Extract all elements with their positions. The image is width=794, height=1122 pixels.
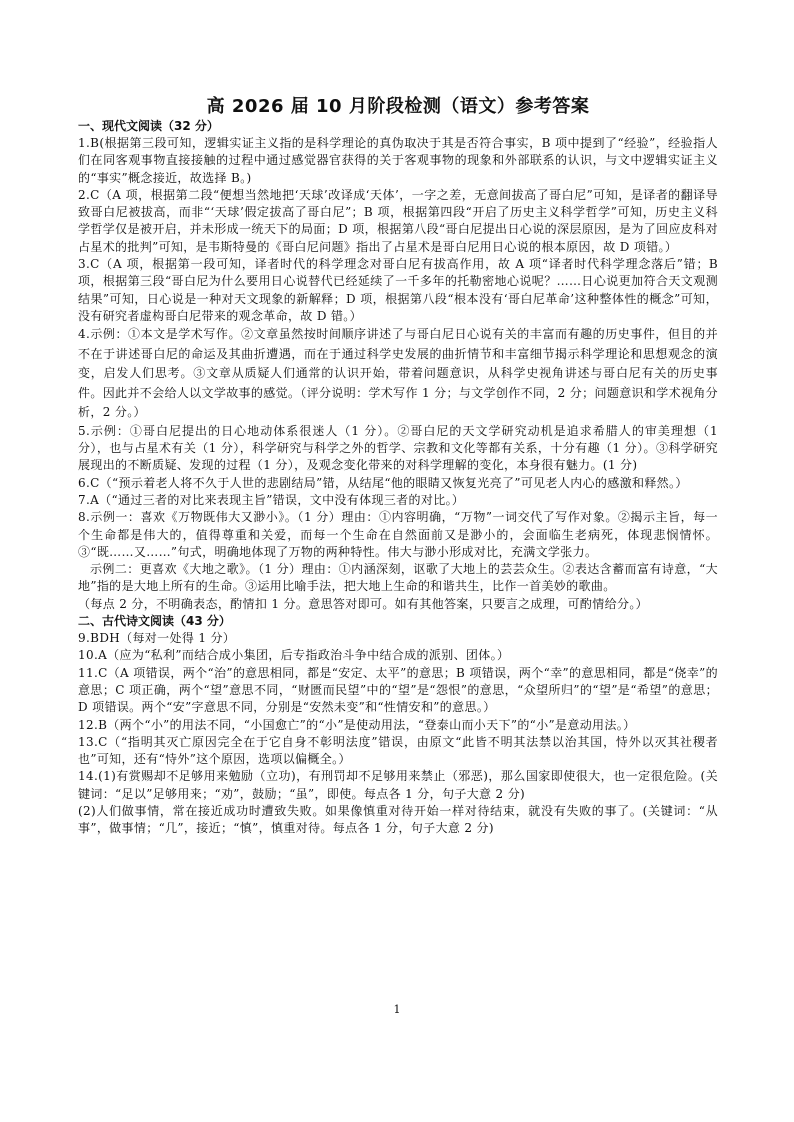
answer-item-14-part-2: (2)人们做事情，常在接近成功时遭致失败。如果像慎重对待开始一样对待结束，就没有失败的事了。(关键词：“从事”，做事情；“几”，接近；“慎”，慎重对待。每点各 1 分，句子大意 2 分) [78, 804, 718, 836]
answer-item-13: 13.C（“指明其灭亡原因完全在于它自身不彰明法度”错误，由原文“此皆不明其法禁以治其国，恃外以灭其社稷者也”可知，还有“恃外”这个原因，选项以偏概全。） [78, 734, 718, 767]
page-title: 高 2026 届 10 月阶段检测（语文）参考答案 [206, 96, 590, 117]
answer-item-12: 12.B（两个“小”的用法不同，“小国愈亡”的“小”是使动用法，“登泰山而小天下”的“小”是意动用法。） [78, 717, 636, 732]
answer-item-14-part-1: 14.(1)有赏赐却不足够用来勉励（立功)，有刑罚却不足够用来禁止（邪恶)，那么国家即使很大，也一定很危险。(关键词：“足以”足够用来；“劝”，鼓励；“虽”，即使。每点各 1 分，句子大意 2 分) [78, 769, 718, 801]
page-number: 1 [393, 1003, 401, 1016]
answer-item-7: 7.A（“通过三者的对比来表现主旨”错误，文中没有体现三者的对比。） [78, 492, 465, 507]
answer-item-8-example-1: 8.示例一：喜欢《万物既伟大又渺小》。（1 分）理由：①内容明确，“万物”一词交代了写作对象。②揭示主旨，每一个生命都是伟大的，值得尊重和关爱，而每一个生命在自然面前又是渺小的，会面临生老病死，体现悲悯情怀。③“既……又……”句式，明确地体现了万物的两种特性。伟大与渺小形成对比，充满文学张力。 [78, 510, 718, 559]
answer-item-6: 6.C（“预示着老人将不久于人世的悲剧结局”错，从结尾“他的眼睛又恢复光亮了”可见老人内心的感激和释然。） [78, 475, 688, 490]
answer-item-4: 4.示例：①本文是学术写作。②文章虽然按时间顺序讲述了与哥白尼日心说有关的丰富而有趣的历史事件，但目的并不在于讲述哥白尼的命运及其曲折遭遇，而在于通过科学史发展的曲折情节和丰富细节揭示科学理论和思想观念的演变，启发人们思考。③文章从质疑人们通常的认识开始，带着问题意识，从科学史视角讲述与哥白尼有关的历史事件。因此并不会给人以文学故事的感觉。（评分说明：学术写作 1 分；与文学创作不同，2 分；问题意识和学术视角分析，2 分。） [78, 327, 718, 420]
scoring-note: （每点 2 分，不明确表态，酌情扣 1 分。意思答对即可。如有其他答案，只要言之成理，可酌情给分。） [78, 596, 649, 611]
answer-item-11: 11.C（A 项错误，两个“治”的意思相同，都是“安定、太平”的意思；B 项错误，两个“幸”的意思相同，都是“侥幸”的意思；C 项正确，两个“望”意思不同，“财匮而民望”中的“望”是“怨恨”的意思，“众望所归”的“望”是“希望”的意思；D 项错误。两个“安”字意思不同，分别是“安然未变”和“性情安和”的意思。） [78, 665, 718, 715]
answer-item-9: 9.BDH（每对一处得 1 分） [78, 631, 236, 646]
answer-item-10: 10.A（应为“私利”而结合成小集团，后专指政治斗争中结合成的派别、团体。） [78, 648, 510, 663]
document-body [78, 97, 718, 838]
section-heading-modern-reading: 一、现代文阅读（32 分） [78, 119, 219, 133]
answer-item-5: 5.示例：①哥白尼提出的日心地动体系很迷人（1 分）。②哥白尼的天文学研究动机是追求希腊人的审美理想（1 分），也与占星术有关（1 分），科学研究与科学之外的哲学、宗教和文化等都有关系，十分有趣（1 分）。③科学研究展现出的不断质疑、发现的过程（1 分），及观念变化带来的对科学理解的变化，本身很有魅力。(1 分) [78, 423, 718, 473]
answer-item-8-example-2: 示例二：更喜欢《大地之歌》。（1 分）理由：①内涵深刻，讴歌了大地上的芸芸众生。②表达含蓄而富有诗意，“大地”指的是大地上所有的生命。③运用比喻手法，把大地上生命的和谐共生，比作一首美妙的歌曲。 [78, 562, 718, 594]
answer-item-2: 2.C（A 项，根据第二段“便想当然地把‘天球’改译成‘天体’，一字之差，无意间拔高了哥白尼”可知，是译者的翻译导致哥白尼被拔高，而非“‘天球’假定拔高了哥白尼”；B 项，根据第四段“开启了历史主义科学哲学”可知，历史主义科学哲学仅是被开启，并未形成一统天下的局面；D 项，根据第八段“哥白尼提出日心说的深层原因，是为了回应皮科对占星术的批判”可知，是韦斯特曼的《哥白尼问题》指出了占星术是哥白尼用日心说的根本原因，故 D 项错。） [78, 187, 718, 254]
answer-item-3: 3.C（A 项，根据第一段可知，译者时代的科学理念对哥白尼有拔高作用，故 A 项“译者时代科学理念落后”错；B 项，根据第三段“哥白尼为什么要用日心说替代已经延续了一千多年的托勒密地心说呢？……日心说更加符合天文观测结果”可知，日心说是一种对天文现象的新解释；D 项，根据第八段“根本没有‘哥白尼革命’这种整体性的概念”可知，没有研究者虚构哥白尼带来的观念革命，故 D 错。） [78, 257, 718, 323]
section-heading-classical-reading: 二、古代诗文阅读（43 分） [78, 614, 231, 629]
answer-item-1: 1.B(根据第三段可知，逻辑实证主义指的是科学理论的真伪取决于其是否符合事实，B 项中提到了“经验”，经验指人们在同客观事物直接接触的过程中通过感觉器官获得的关于客观事物的现象和外部联系的认识，与文中逻辑实证主义的“事实”概念接近，故选择 B。) [78, 136, 718, 185]
